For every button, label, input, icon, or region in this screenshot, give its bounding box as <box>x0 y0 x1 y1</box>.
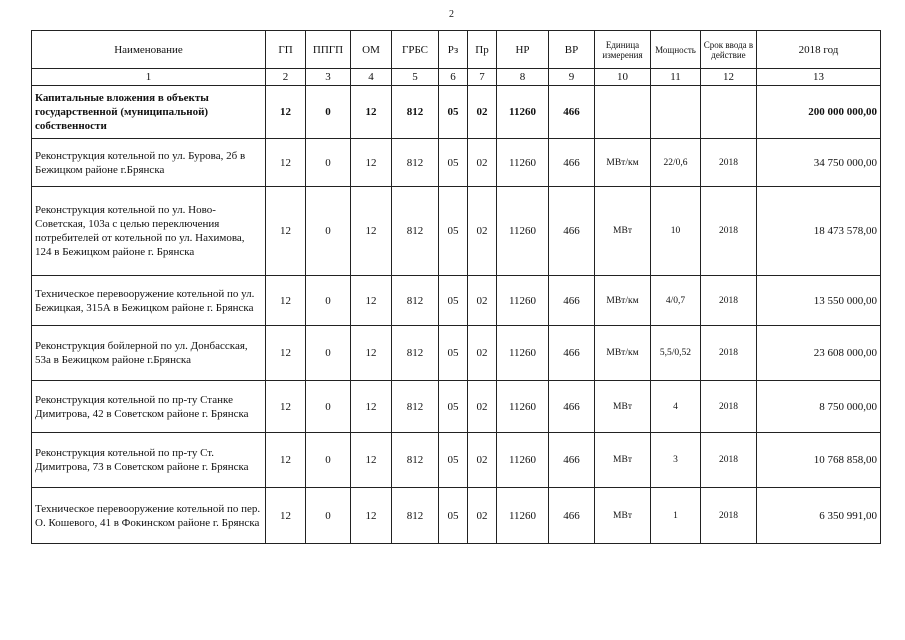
cell-pr: 02 <box>468 187 497 276</box>
row-name: Реконструкция котельной по пр-ту Станке Димитрова, 42 в Советском районе г. Брянска <box>32 381 266 433</box>
cell-rz: 05 <box>439 276 468 326</box>
cell-grbs: 812 <box>392 326 439 381</box>
cell-amount: 8 750 000,00 <box>757 381 881 433</box>
table-row <box>32 433 881 488</box>
column-number: 6 <box>439 69 468 86</box>
cell-vr: 466 <box>549 139 595 187</box>
cell-pr: 02 <box>468 86 497 139</box>
cell-gp: 12 <box>266 139 306 187</box>
cell-amount: 6 350 991,00 <box>757 488 881 544</box>
cell-ppgp: 0 <box>306 139 351 187</box>
header-vr: ВР <box>549 31 595 69</box>
cell-unit: МВт <box>595 187 651 276</box>
column-number: 8 <box>497 69 549 86</box>
cell-year: 2018 <box>701 433 757 488</box>
table-row <box>32 139 881 187</box>
cell-power <box>651 86 701 139</box>
cell-vr: 466 <box>549 381 595 433</box>
row-name: Капитальные вложения в объекты государственной (муниципальной) собственности <box>32 86 266 139</box>
column-number: 3 <box>306 69 351 86</box>
column-number: 9 <box>549 69 595 86</box>
cell-power: 5,5/0,52 <box>651 326 701 381</box>
cell-nr: 11260 <box>497 488 549 544</box>
cell-nr: 11260 <box>497 433 549 488</box>
cell-amount: 23 608 000,00 <box>757 326 881 381</box>
header-row <box>32 31 881 69</box>
cell-om: 12 <box>351 187 392 276</box>
row-name: Техническое перевооружение котельной по пер. О. Кошевого, 41 в Фокинском районе г. Брянска <box>32 488 266 544</box>
header-power: Мощность <box>651 31 701 69</box>
cell-gp: 12 <box>266 276 306 326</box>
cell-power: 1 <box>651 488 701 544</box>
cell-om: 12 <box>351 488 392 544</box>
column-number: 12 <box>701 69 757 86</box>
cell-power: 3 <box>651 433 701 488</box>
cell-vr: 466 <box>549 86 595 139</box>
table-row <box>32 326 881 381</box>
cell-vr: 466 <box>549 433 595 488</box>
cell-amount: 10 768 858,00 <box>757 433 881 488</box>
row-name: Реконструкция котельной по ул. Ново-Советская, 103а с целью переключения потребителей от котельной по ул. Нахимова, 124 в Бежицком районе г. Брянска <box>32 187 266 276</box>
cell-pr: 02 <box>468 276 497 326</box>
table-row <box>32 381 881 433</box>
header-gp: ГП <box>266 31 306 69</box>
table-row <box>32 276 881 326</box>
column-number: 7 <box>468 69 497 86</box>
table-row-total <box>32 86 881 139</box>
cell-gp: 12 <box>266 381 306 433</box>
cell-grbs: 812 <box>392 381 439 433</box>
cell-pr: 02 <box>468 139 497 187</box>
cell-ppgp: 0 <box>306 433 351 488</box>
column-number-row <box>32 69 881 86</box>
cell-om: 12 <box>351 433 392 488</box>
cell-rz: 05 <box>439 326 468 381</box>
cell-gp: 12 <box>266 433 306 488</box>
cell-om: 12 <box>351 276 392 326</box>
cell-unit: МВт/км <box>595 276 651 326</box>
cell-nr: 11260 <box>497 187 549 276</box>
cell-ppgp: 0 <box>306 187 351 276</box>
cell-vr: 466 <box>549 488 595 544</box>
cell-unit: МВт <box>595 488 651 544</box>
cell-grbs: 812 <box>392 139 439 187</box>
cell-gp: 12 <box>266 488 306 544</box>
cell-rz: 05 <box>439 488 468 544</box>
header-year-2018: 2018 год <box>757 31 881 69</box>
header-pr: Пр <box>468 31 497 69</box>
cell-unit <box>595 86 651 139</box>
budget-table <box>31 30 881 544</box>
cell-nr: 11260 <box>497 86 549 139</box>
cell-pr: 02 <box>468 433 497 488</box>
cell-year: 2018 <box>701 187 757 276</box>
cell-unit: МВт <box>595 381 651 433</box>
cell-power: 22/0,6 <box>651 139 701 187</box>
cell-rz: 05 <box>439 139 468 187</box>
cell-power: 4/0,7 <box>651 276 701 326</box>
cell-amount: 200 000 000,00 <box>757 86 881 139</box>
cell-grbs: 812 <box>392 488 439 544</box>
page-number: 2 <box>449 9 454 20</box>
cell-unit: МВт/км <box>595 326 651 381</box>
cell-gp: 12 <box>266 86 306 139</box>
cell-om: 12 <box>351 139 392 187</box>
cell-amount: 13 550 000,00 <box>757 276 881 326</box>
cell-unit: МВт <box>595 433 651 488</box>
header-grbs: ГРБС <box>392 31 439 69</box>
table-row <box>32 488 881 544</box>
cell-grbs: 812 <box>392 433 439 488</box>
cell-year: 2018 <box>701 276 757 326</box>
cell-year: 2018 <box>701 139 757 187</box>
column-number: 2 <box>266 69 306 86</box>
cell-amount: 34 750 000,00 <box>757 139 881 187</box>
cell-om: 12 <box>351 381 392 433</box>
cell-nr: 11260 <box>497 276 549 326</box>
cell-vr: 466 <box>549 187 595 276</box>
cell-grbs: 812 <box>392 187 439 276</box>
cell-om: 12 <box>351 326 392 381</box>
cell-om: 12 <box>351 86 392 139</box>
header-om: ОМ <box>351 31 392 69</box>
cell-nr: 11260 <box>497 326 549 381</box>
cell-ppgp: 0 <box>306 326 351 381</box>
cell-ppgp: 0 <box>306 381 351 433</box>
column-number: 4 <box>351 69 392 86</box>
column-number: 13 <box>757 69 881 86</box>
row-name: Реконструкция котельной по ул. Бурова, 2б в Бежицком районе г.Брянска <box>32 139 266 187</box>
header-name: Наименование <box>32 31 266 69</box>
row-name: Реконструкция котельной по пр-ту Ст. Димитрова, 73 в Советском районе г. Брянска <box>32 433 266 488</box>
cell-rz: 05 <box>439 86 468 139</box>
cell-power: 10 <box>651 187 701 276</box>
header-unit: Единица измерения <box>595 31 651 69</box>
cell-year: 2018 <box>701 381 757 433</box>
cell-year: 2018 <box>701 488 757 544</box>
cell-rz: 05 <box>439 381 468 433</box>
cell-unit: МВт/км <box>595 139 651 187</box>
table-row <box>32 187 881 276</box>
cell-amount: 18 473 578,00 <box>757 187 881 276</box>
cell-ppgp: 0 <box>306 86 351 139</box>
row-name: Техническое перевооружение котельной по ул. Бежицкая, 315А в Бежицком районе г. Брянска <box>32 276 266 326</box>
cell-year: 2018 <box>701 326 757 381</box>
cell-gp: 12 <box>266 326 306 381</box>
column-number: 5 <box>392 69 439 86</box>
cell-nr: 11260 <box>497 139 549 187</box>
cell-pr: 02 <box>468 488 497 544</box>
column-number: 10 <box>595 69 651 86</box>
column-number: 1 <box>32 69 266 86</box>
cell-ppgp: 0 <box>306 276 351 326</box>
cell-pr: 02 <box>468 381 497 433</box>
cell-rz: 05 <box>439 187 468 276</box>
cell-gp: 12 <box>266 187 306 276</box>
header-ppgp: ППГП <box>306 31 351 69</box>
cell-ppgp: 0 <box>306 488 351 544</box>
cell-nr: 11260 <box>497 381 549 433</box>
row-name: Реконструкция бойлерной по ул. Донбасская, 53а в Бежицком районе г.Брянска <box>32 326 266 381</box>
column-number: 11 <box>651 69 701 86</box>
cell-vr: 466 <box>549 276 595 326</box>
cell-grbs: 812 <box>392 276 439 326</box>
cell-year <box>701 86 757 139</box>
header-commissioning: Срок ввода в действие <box>701 31 757 69</box>
header-nr: НР <box>497 31 549 69</box>
cell-pr: 02 <box>468 326 497 381</box>
header-rz: Рз <box>439 31 468 69</box>
cell-power: 4 <box>651 381 701 433</box>
cell-vr: 466 <box>549 326 595 381</box>
cell-rz: 05 <box>439 433 468 488</box>
cell-grbs: 812 <box>392 86 439 139</box>
